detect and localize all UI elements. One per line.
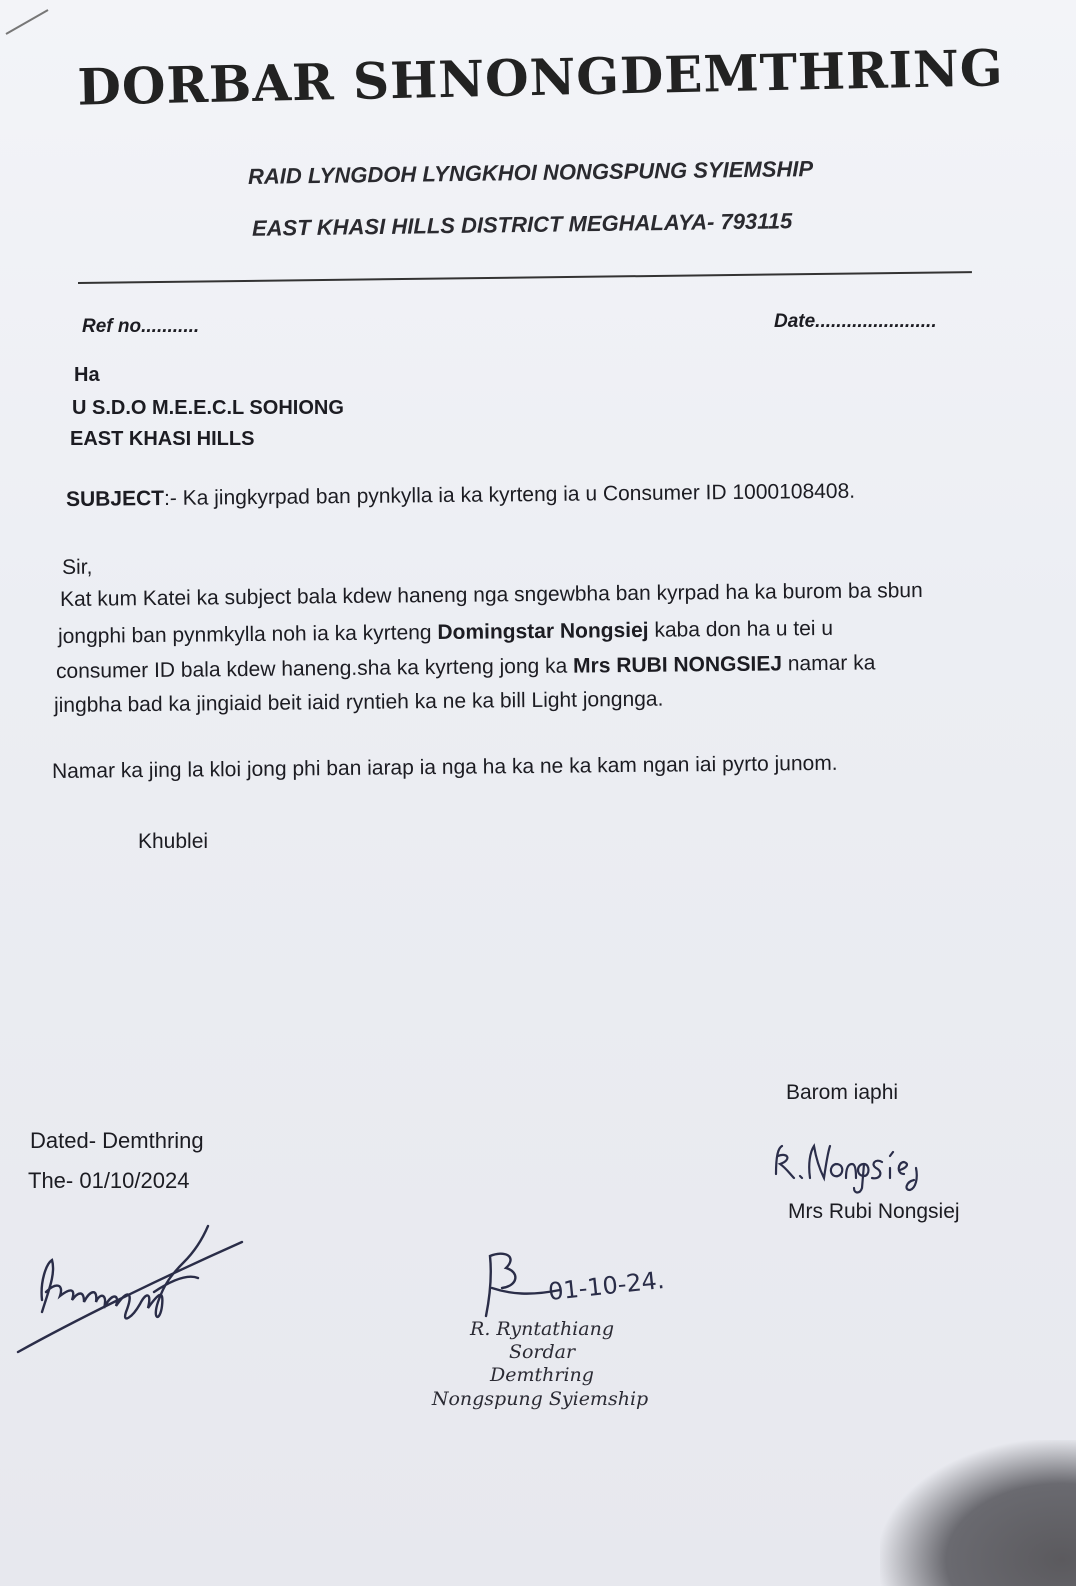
recipient-line-2: U S.D.O M.E.E.C.L SOHIONG [72, 397, 344, 419]
body-line-2-c: kaba don ha u tei u [648, 616, 834, 642]
date-field: Date....................... [774, 311, 937, 332]
ref-number: Ref no........... [82, 316, 200, 337]
subject-label: SUBJECT [65, 486, 165, 511]
body-paragraph-2: Namar ka jing la kloi jong phi ban iarap ia nga ha ka ne ka kam ngan iai pyrto junom. [51, 751, 838, 783]
closing-thanks: Khublei [138, 830, 209, 853]
witness-signature [12, 1222, 252, 1372]
dated-date: The- 01/10/2024 [28, 1168, 190, 1193]
recipient-line-1: Ha [74, 364, 100, 386]
body-line-3-c: namar ka [781, 651, 876, 676]
stamp-handwritten-date: 01-10-24. [546, 1265, 666, 1307]
salutation: Sir, [61, 555, 93, 579]
stamp-org: Nongspung Syiemship [431, 1388, 649, 1410]
dated-place: Dated- Demthring [30, 1128, 204, 1153]
body-line-3-a: consumer ID bala kdew haneng.sha ka kyrteng jong ka [55, 654, 574, 683]
letterhead-subtitle-1: RAID LYNGDOH LYNGKHOI NONGSPUNG SYIEMSHIP [247, 156, 814, 189]
stamp-title: Sordar [508, 1341, 576, 1363]
subject-line [66, 480, 855, 512]
letterhead-rule [78, 271, 972, 284]
stamp-name: R. Ryntathiang [470, 1318, 614, 1340]
body-line-4: jingbha bad ka jingiaid beit iaid ryntieh ka ne ka bill Light jongnga. [53, 687, 664, 717]
stamp-place: Demthring [490, 1364, 594, 1386]
sender-closing: Barom iaphi [786, 1081, 899, 1104]
body-line-1: Kat kum Katei ka subject bala kdew haneng nga sngewbha ban kyrpad ha ka burom ba sbun [59, 578, 923, 611]
letterhead-subtitle-2: EAST KHASI HILLS DISTRICT MEGHALAYA- 793115 [251, 208, 793, 241]
sender-name: Mrs Rubi Nongsiej [788, 1200, 960, 1223]
new-name: Mrs RUBI NONGSIEJ [572, 652, 783, 678]
body-line-3 [56, 651, 876, 684]
subject-text: :- Ka jingkyrpad ban pynkylla ia ka kyrteng ia u Consumer ID 1000108408. [163, 479, 856, 510]
letterhead-title: DORBAR SHNONGDEMTHRING [76, 38, 1005, 117]
pen-mark [4, 4, 54, 40]
body-line-2-a: jongphi ban pynmkylla noh ia ka kyrteng [57, 621, 438, 648]
sender-signature [770, 1134, 940, 1196]
photo-shadow [880, 1440, 1076, 1586]
recipient-line-3: EAST KHASI HILLS [70, 428, 255, 450]
old-name: Domingstar Nongsiej [437, 618, 649, 645]
body-line-2 [58, 617, 833, 649]
